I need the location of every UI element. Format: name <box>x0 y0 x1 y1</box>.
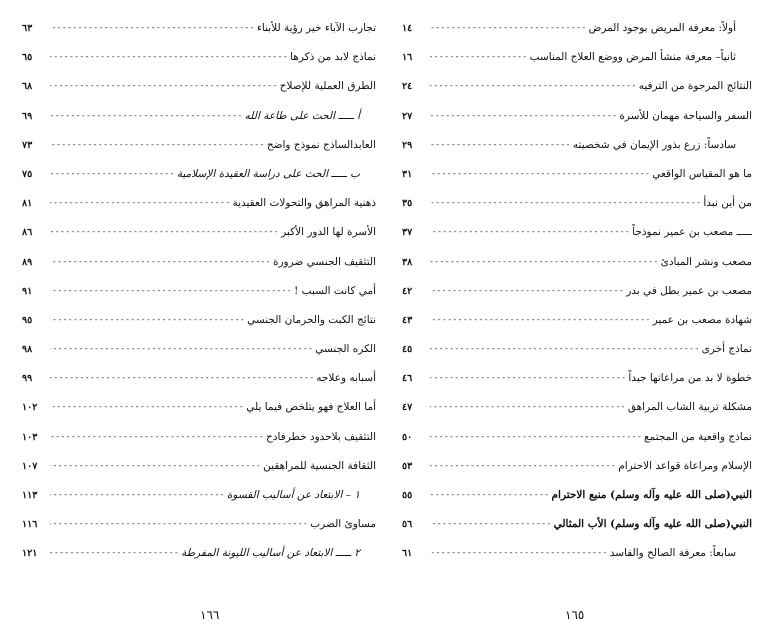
dot-leader <box>430 433 642 441</box>
toc-entry-page: ٥٠ <box>402 431 413 443</box>
toc-entry[interactable] <box>22 518 376 547</box>
toc-entry-title: ٢ ـــــ الابتعاد عن أساليب الليونة المفرطة <box>181 547 360 560</box>
toc-entry-title: النبي(صلى الله عليه وآله وسلم) الأب المثالي <box>553 518 752 531</box>
toc-entry-page: ٥٦ <box>402 519 413 531</box>
dot-leader <box>430 141 571 149</box>
toc-entry[interactable] <box>22 139 376 168</box>
toc-entry[interactable] <box>22 226 376 255</box>
toc-entry[interactable] <box>22 547 376 576</box>
toc-entry-page: ٤٢ <box>402 285 413 297</box>
toc-entry-page: ٤٥ <box>402 344 413 356</box>
toc-entry[interactable] <box>402 460 752 489</box>
toc-entry[interactable] <box>402 226 752 255</box>
toc-entry-page: ٦٣ <box>22 23 33 34</box>
toc-entry[interactable] <box>402 110 752 139</box>
toc-entry-page: ٤٦ <box>402 373 413 385</box>
toc-entry-page: ٤٧ <box>402 402 413 414</box>
toc-entry-title: خطوة لا بد من مراعاتها جيداً <box>628 372 752 385</box>
toc-list-right <box>402 22 752 577</box>
toc-entry[interactable] <box>22 168 376 197</box>
toc-entry[interactable] <box>402 489 752 518</box>
dot-leader <box>50 199 230 207</box>
dot-leader <box>50 345 313 353</box>
toc-entry-page: ٣٧ <box>402 227 413 239</box>
toc-entry-page: ٣٥ <box>402 198 413 210</box>
dot-leader <box>50 549 179 557</box>
toc-entry-title: شهادة مصعب بن عمير <box>652 313 752 326</box>
toc-entry-title: نماذج أخرى <box>701 343 752 356</box>
toc-entry-title: ذهنية المراهق والتحولات العقيدية <box>232 197 376 210</box>
dot-leader <box>50 462 261 470</box>
toc-entry-title: ثانياً– معرفة منشأ المرض ووضع العلاج المناسب <box>529 51 736 64</box>
toc-entry-title: ب ـــــ الحث على دراسة العقيدة الإسلامية <box>176 167 360 180</box>
dot-leader <box>50 82 278 90</box>
toc-entry-title: الطرق العملية للإصلاح <box>279 80 376 93</box>
toc-entry[interactable] <box>22 285 376 314</box>
toc-entry-page: ١٢١ <box>22 548 38 560</box>
toc-entry-title: ما هو المقياس الواقعي <box>652 167 752 180</box>
toc-entry-page: ٦١ <box>402 548 413 560</box>
toc-entry-title: أ ـــــ الحث على طاعة الله <box>244 109 360 122</box>
toc-entry[interactable] <box>402 343 752 372</box>
dot-leader <box>430 316 651 324</box>
toc-entry[interactable] <box>402 431 752 460</box>
toc-entry[interactable] <box>22 431 376 460</box>
toc-entry-title: أسبابه وعلاجه <box>316 372 376 385</box>
toc-entry-page: ٩٥ <box>22 314 33 326</box>
toc-entry-title: الإسلام ومراعاة قواعد الاحترام <box>618 459 752 472</box>
dot-leader <box>50 24 255 32</box>
toc-entry-title: النبي(صلى الله عليه وآله وسلم) منبع الاحترام <box>551 489 752 501</box>
toc-entry-page: ٢٤ <box>402 81 413 93</box>
toc-entry-title: أما العلاج فهو يتلخص فيما يلي <box>246 401 376 414</box>
page-number-left: ١٦٦ <box>200 608 220 622</box>
dot-leader <box>430 258 659 266</box>
toc-entry-title: سابعاً: معرفة الصالح والفاسد <box>609 547 736 560</box>
toc-entry-page: ٦٩ <box>22 110 33 122</box>
dot-leader <box>50 491 225 499</box>
toc-entry-page: ١٠٢ <box>22 402 38 414</box>
dot-leader <box>50 520 308 528</box>
toc-entry-page: ٩١ <box>22 285 33 297</box>
toc-entry-page: ٤٣ <box>402 314 413 326</box>
dot-leader <box>430 491 550 499</box>
dot-leader <box>430 462 616 470</box>
toc-entry-page: ٣١ <box>402 168 413 180</box>
toc-entry-page: ١٠٣ <box>22 431 38 443</box>
toc-entry-page: ٦٨ <box>22 81 33 93</box>
dot-leader <box>50 228 279 236</box>
toc-list-left <box>22 22 376 577</box>
toc-entry-title: تجارب الآباء خير رؤية للأبناء <box>256 22 376 34</box>
toc-entry-page: ٧٥ <box>22 168 33 180</box>
toc-entry[interactable] <box>22 256 376 285</box>
dot-leader <box>430 520 552 528</box>
toc-entry-page: ٥٣ <box>402 460 413 472</box>
toc-entry-title: الثقافة الجنسية للمراهقين <box>263 459 376 472</box>
dot-leader <box>50 141 265 149</box>
toc-entry[interactable] <box>22 343 376 372</box>
toc-entry[interactable] <box>402 168 752 197</box>
toc-entry[interactable] <box>22 489 376 518</box>
toc-entry[interactable] <box>22 460 376 489</box>
toc-entry-page: ٢٧ <box>402 110 413 122</box>
toc-entry[interactable] <box>22 22 376 51</box>
left-page-toc <box>22 22 376 577</box>
toc-entry-page: ٨١ <box>22 198 33 210</box>
toc-entry-title: التثقيف الجنسي ضرورة <box>272 255 376 268</box>
toc-entry-title: ١ – الابتعاد عن أساليب القسوة <box>226 489 360 501</box>
toc-entry-title: مصعب بن عمير بطل في بدر <box>626 284 752 297</box>
toc-entry-page: ٢٩ <box>402 139 413 151</box>
dot-leader <box>430 170 650 178</box>
toc-entry-page: ١١٦ <box>22 519 38 531</box>
dot-leader <box>50 53 288 61</box>
dot-leader <box>430 24 587 32</box>
dot-leader <box>50 258 271 266</box>
toc-entry-title: نتائج الكبت والحرمان الجنسي <box>247 313 376 326</box>
toc-entry-title: نماذج لابد من ذكرها <box>290 51 376 64</box>
toc-entry-title: أمي كانت السبب ! <box>294 284 376 297</box>
dot-leader <box>50 170 175 178</box>
right-page-toc <box>402 22 752 577</box>
toc-entry-title: العابدالساذج نموذج واضح <box>266 138 376 151</box>
dot-leader <box>430 549 608 557</box>
toc-entry-page: ١٠٧ <box>22 460 38 472</box>
toc-entry-title: الكره الجنسي <box>315 343 376 356</box>
toc-entry[interactable] <box>402 51 752 80</box>
toc-entry-page: ١٤ <box>402 23 413 34</box>
dot-leader <box>430 199 701 207</box>
dot-leader <box>430 112 617 120</box>
dot-leader <box>50 287 292 295</box>
toc-entry[interactable] <box>402 285 752 314</box>
toc-entry-title: مساوئ الضرب <box>310 518 376 531</box>
toc-entry-title: مشكلة تربية الشاب المراهق <box>627 401 752 414</box>
toc-entry-page: ٥٥ <box>402 490 413 501</box>
toc-entry-title: نماذج واقعية من المجتمع <box>644 430 752 443</box>
toc-entry[interactable] <box>402 80 752 109</box>
toc-entry-page: ١١٣ <box>22 490 38 501</box>
toc-entry[interactable] <box>402 139 752 168</box>
toc-entry[interactable] <box>402 314 752 343</box>
toc-entry[interactable] <box>402 518 752 547</box>
toc-entry[interactable] <box>402 197 752 226</box>
page-number-right: ١٦٥ <box>565 608 585 622</box>
dot-leader <box>50 112 243 120</box>
dot-leader <box>50 374 314 382</box>
toc-entry[interactable] <box>402 547 752 576</box>
toc-entry-page: ٩٩ <box>22 373 33 385</box>
dot-leader <box>50 403 244 411</box>
toc-entry[interactable] <box>22 372 376 401</box>
toc-entry-page: ٨٩ <box>22 256 33 268</box>
toc-entry-page: ٩٨ <box>22 344 33 356</box>
toc-entry[interactable] <box>22 314 376 343</box>
toc-entry[interactable] <box>402 22 752 51</box>
dot-leader <box>430 345 700 353</box>
toc-entry[interactable] <box>402 256 752 285</box>
toc-entry-title: مصعب ونشر المبادئ <box>660 255 752 268</box>
dot-leader <box>430 403 626 411</box>
toc-entry-page: ١٦ <box>402 52 413 64</box>
toc-entry-title: ـــــ مصعب بن عمير نموذجاً <box>632 226 752 239</box>
toc-entry-page: ٨٦ <box>22 227 33 239</box>
dot-leader <box>430 287 624 295</box>
dot-leader <box>50 433 264 441</box>
toc-entry[interactable] <box>22 110 376 139</box>
toc-entry-title: النتائج المرجوة من الترفيه <box>638 80 752 93</box>
toc-entry-page: ٧٣ <box>22 139 33 151</box>
dot-leader <box>430 228 630 236</box>
toc-entry[interactable] <box>402 401 752 430</box>
toc-entry[interactable] <box>22 197 376 226</box>
dot-leader <box>430 374 626 382</box>
dot-leader <box>50 316 245 324</box>
toc-entry[interactable] <box>22 401 376 430</box>
toc-entry-page: ٣٨ <box>402 256 413 268</box>
toc-entry-title: من أين نبدأ <box>703 197 752 210</box>
dot-leader <box>430 53 528 61</box>
toc-entry-title: الأسرة لها الدور الأكبر <box>281 226 376 239</box>
toc-entry-title: سادساً: زرع بذور الإيمان في شخصيته <box>572 138 736 151</box>
toc-entry-title: السفر والسياحة مهمان للأسرة <box>619 109 752 122</box>
toc-entry[interactable] <box>22 51 376 80</box>
toc-entry-title: التثقيف بلاحدود خطرفادح <box>266 430 376 443</box>
dot-leader <box>430 82 637 90</box>
toc-entry-page: ٦٥ <box>22 52 33 64</box>
toc-entry[interactable] <box>22 80 376 109</box>
toc-entry-title: أولاً: معرفة المريض بوجود المرض <box>588 22 736 34</box>
toc-entry[interactable] <box>402 372 752 401</box>
